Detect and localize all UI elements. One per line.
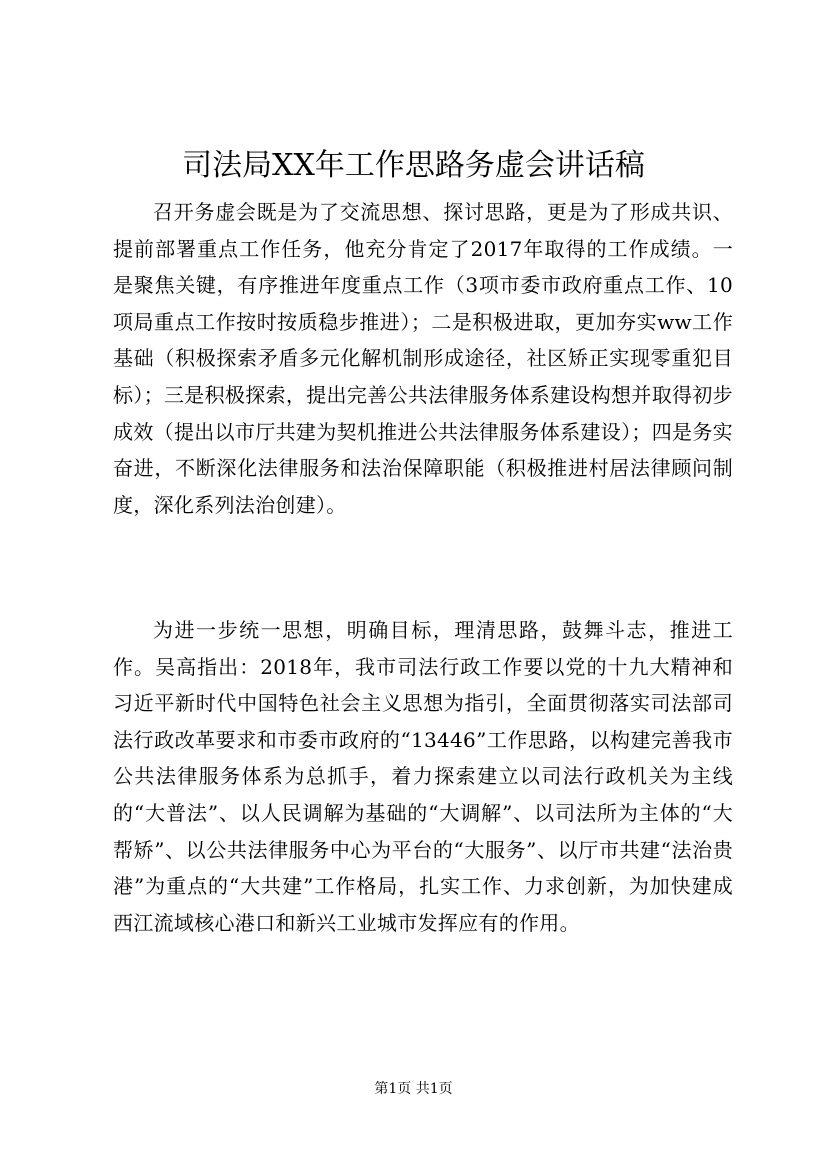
body-paragraph-1: 召开务虚会既是为了交流思想、探讨思路，更是为了形成共识、提前部署重点工作任务，他充分肯定了2017年取得的工作成绩。一是聚焦关键，有序推进年度重点工作（3项市委市政府重点工作、10项局重点工作按时按质稳步推进）；二是积极进取，更加夯实ww工作基础（积极探索矛盾多元化解机制形成途径，社区矫正实现零重犯目标）；三是积极探索，提出完善公共法律服务体系建设构想并取得初步成效（提出以市厅共建为契机推进公共法律服务体系建设）；四是务实奋进，不断深化法律服务和法治保障职能（积极推进村居法律顾问制度，深化系列法治创建）。	[113, 200, 733, 517]
document-title: 司法局XX年工作思路务虚会讲话稿	[182, 148, 645, 183]
body-paragraph-2: 为进一步统一思想，明确目标，理清思路，鼓舞斗志，推进工作。吴高指出：2018年，我市司法行政工作要以党的十九大精神和习近平新时代中国特色社会主义思想为指引，全面贯彻落实司法部司法行政改革要求和市委市政府的“13446”工作思路，以构建完善我市公共法律服务体系为总抓手，着力探索建立以司法行政机关为主线的“大普法”、以人民调解为基础的“大调解”、以司法所为主体的“大帮矫”、以公共法律服务中心为平台的“大服务”、以厅市共建“法治贵港”为重点的“大共建”工作格局，扎实工作、力求创新，为加快建成西江流域核心港口和新兴工业城市发挥应有的作用。	[113, 618, 733, 935]
page-footer: 第1页 共1页	[374, 1081, 453, 1097]
